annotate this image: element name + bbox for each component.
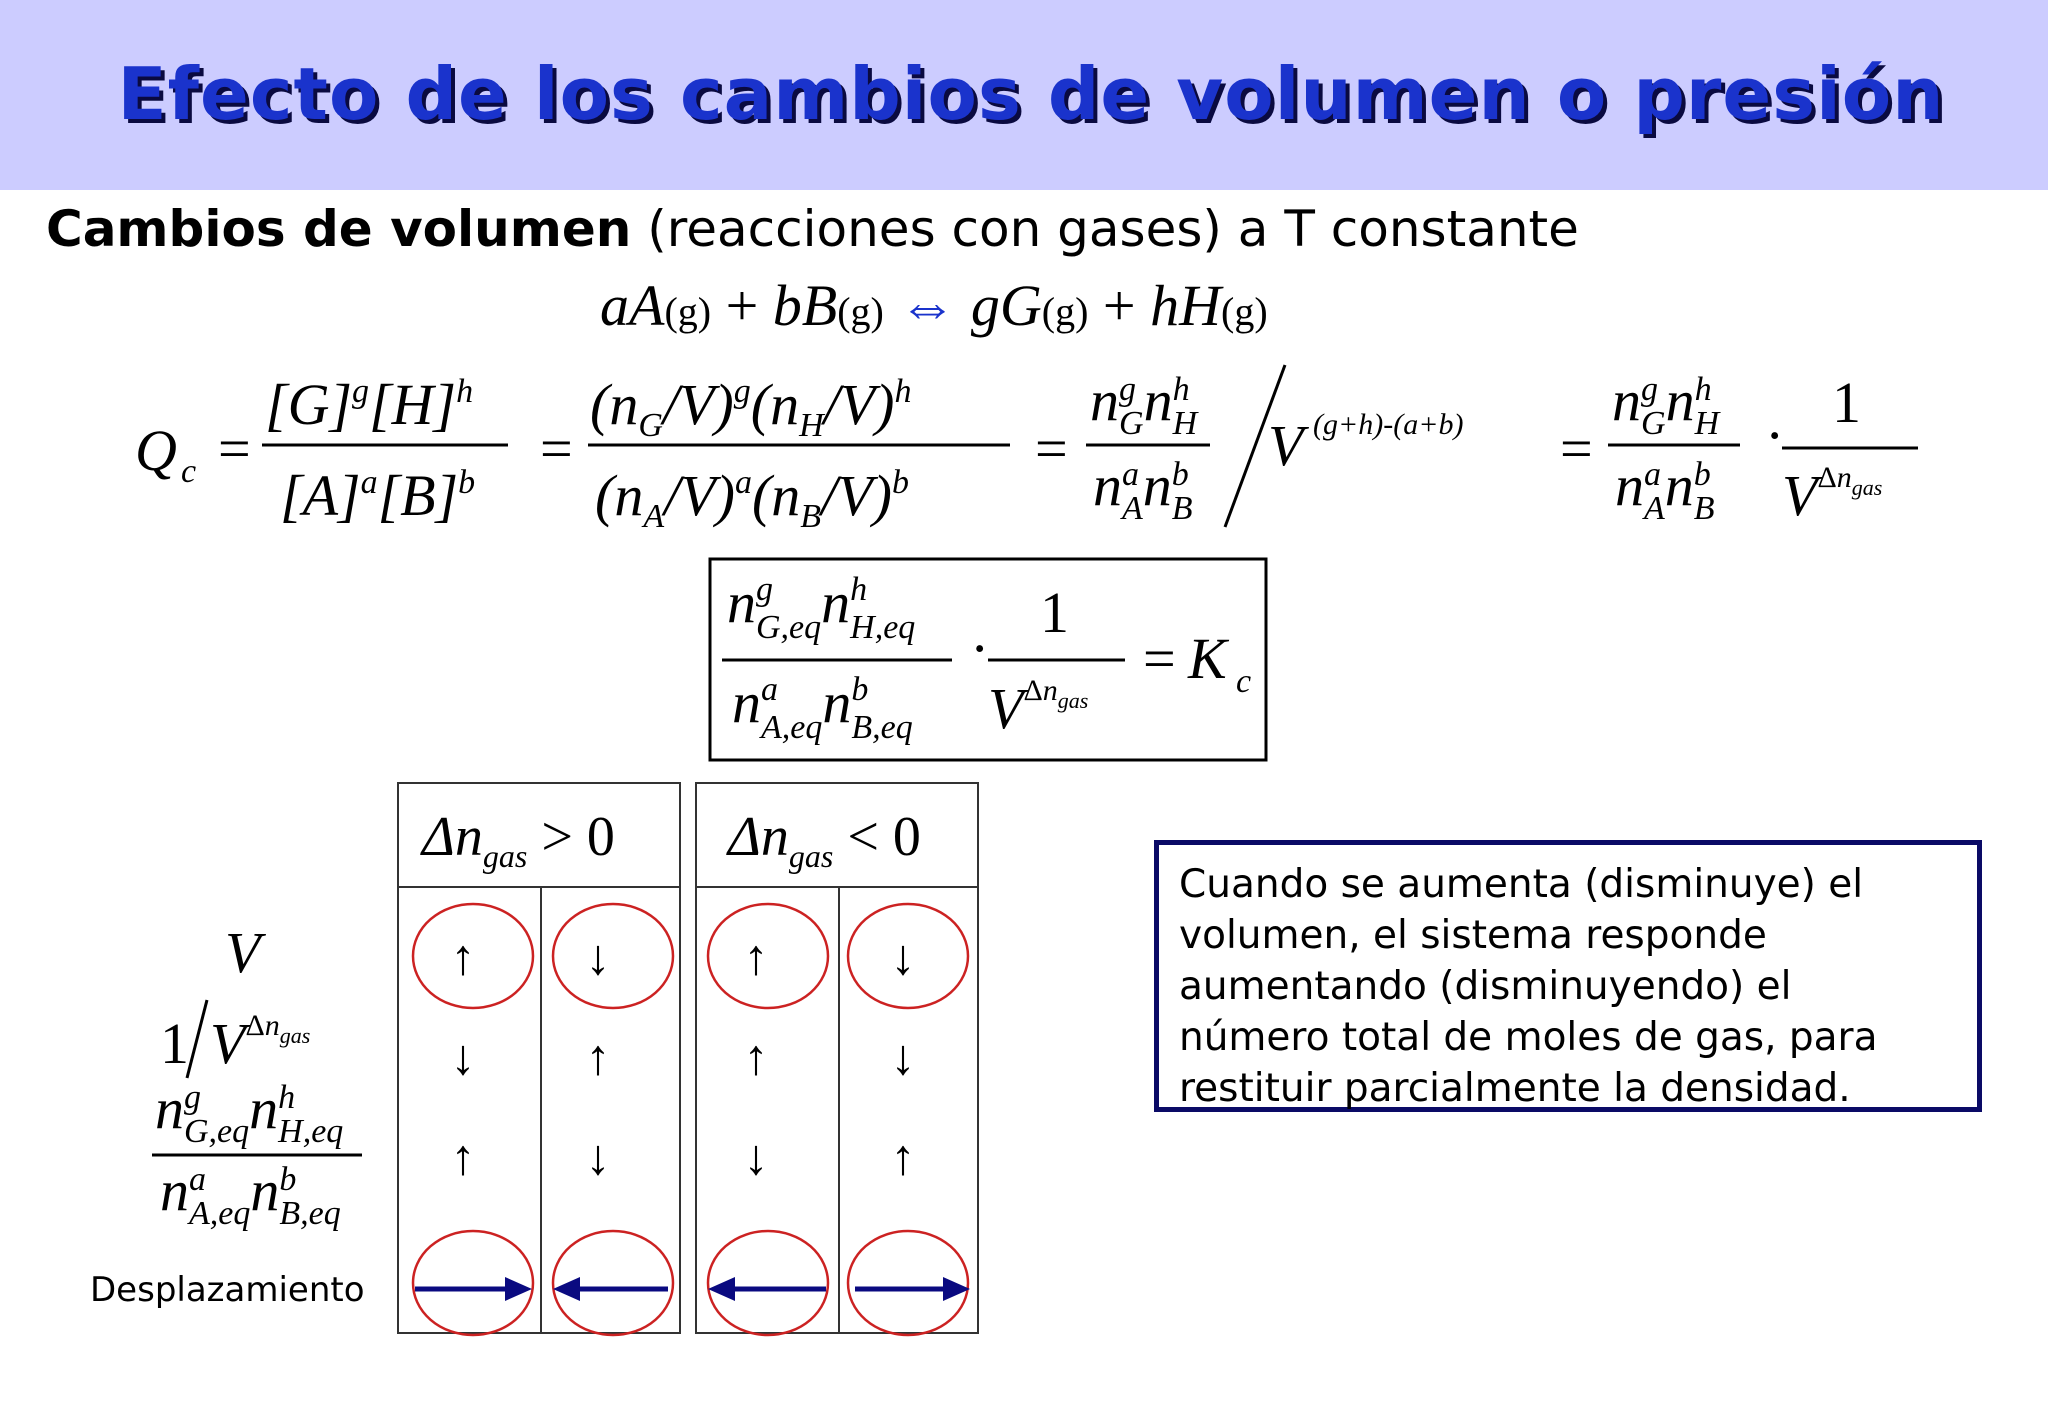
note-line: restituir parcialmente la densidad. [1179, 1066, 1851, 1111]
dot-multiply: · [1765, 403, 1785, 468]
equals-3: = [1035, 416, 1068, 481]
row-label-ratio-num: $n^g$ G,eqn$^h$ H,eq [155, 1076, 344, 1150]
header-left-op: > 0 [541, 806, 615, 868]
arrow-c4-r2: ↓ [890, 1029, 916, 1085]
header-left [420, 806, 615, 874]
shift-arrows [415, 1277, 970, 1301]
kc-one: 1 [1040, 580, 1069, 645]
shift-right-arrow-icon [415, 1277, 532, 1301]
kc-v: $V^\Delta ngas$ [988, 674, 1089, 741]
header-right-op: < 0 [847, 806, 921, 868]
arrow-c3-r3: ↓ [743, 1129, 769, 1185]
note-line: aumentando (disminuyendo) el [1179, 964, 1792, 1009]
plus-sign-2: + [1102, 273, 1136, 338]
circle-v-col2 [553, 904, 673, 1008]
header-left-sub: gas [482, 838, 528, 874]
row-label-inv-v-v: $V^\Delta ngas$ [210, 1009, 311, 1076]
note-line: Cuando se aumenta (disminuye) el [1179, 862, 1864, 907]
qc-symbol: Q [135, 418, 177, 483]
note-line: volumen, el sistema responde [1179, 913, 1767, 958]
kc-symbol: K [1188, 626, 1227, 691]
kc-equals: = [1143, 626, 1176, 691]
row-label-inv-v: 1 [160, 1011, 189, 1076]
row-labels [152, 920, 362, 1232]
product-g: gG [970, 273, 1042, 338]
cell-arrows [451, 929, 916, 1185]
highlight-circles [413, 904, 968, 1335]
row-label-v: V [225, 920, 261, 985]
frac3-denominator: $n^a$ An$^b$ B [1093, 453, 1193, 527]
plus-sign: + [725, 273, 759, 338]
frac4-numerator: $n^g$ Gn$^h$ H [1612, 368, 1720, 442]
v-exponent: (g+h)-(a+b) [1313, 408, 1464, 441]
reactant-b: bB [772, 273, 838, 338]
frac1-numerator: $[G]^g[H]^h$ [265, 372, 474, 437]
arrow-c1-r1: ↑ [450, 929, 476, 985]
equilibrium-arrow-icon: ⇔ [898, 273, 957, 338]
qc-equation [135, 365, 1918, 535]
shift-left-arrow-icon [553, 1277, 668, 1301]
phase-b: (g) [837, 289, 884, 334]
frac4-denominator: $n^a$ An$^b$ B [1615, 453, 1715, 527]
phase-a: (g) [664, 289, 712, 334]
header-left-delta: Δn [422, 806, 483, 868]
kc-dot: · [970, 616, 990, 681]
equals-2: = [540, 416, 573, 481]
reactant-a: aA [600, 273, 665, 338]
product-h: hH [1150, 273, 1222, 338]
subtitle-rest: (reacciones con gases) a T constante [631, 200, 1579, 258]
frac2-numerator: $(n_G/V)^g(n_H/V)^h$ [590, 372, 912, 444]
shift-label: Desplazamiento [90, 1270, 365, 1310]
arrow-c1-r3: ↑ [450, 1129, 476, 1185]
arrow-c3-r2: ↑ [743, 1029, 769, 1085]
arrow-c2-r2: ↑ [585, 1029, 611, 1085]
kc-numerator: $n^g$ G,eqn$^h$ H,eq [727, 570, 916, 646]
arrow-c2-r1: ↓ [585, 929, 611, 985]
frac5-numerator: 1 [1832, 370, 1861, 435]
equals-1: = [218, 416, 251, 481]
row-label-ratio-den: $n^a$ A,eqn$^b$ B,eq [160, 1158, 341, 1232]
kc-subscript: c [1236, 663, 1252, 700]
frac1-denominator: $[A]^a[B]^b$ [280, 463, 476, 528]
equals-4: = [1560, 416, 1593, 481]
arrow-c3-r1: ↑ [743, 929, 769, 985]
table-headers [420, 806, 921, 874]
phase-g: (g) [1041, 289, 1089, 334]
kc-denominator: $n^a$ A,eqn$^b$ B,eq [732, 670, 913, 746]
header-right-sub: gas [788, 838, 834, 874]
frac2-denominator: $(n_A/V)^a(n_B/V)^b$ [595, 463, 909, 535]
shift-left-arrow-icon [708, 1277, 826, 1301]
note-line: número total de moles de gas, para [1179, 1015, 1878, 1060]
header-right [726, 806, 921, 874]
frac5-denominator: $V^\Delta ngas$ [1782, 461, 1883, 528]
header-right-delta: Δn [728, 806, 789, 868]
phase-h: (g) [1221, 289, 1268, 334]
row-label-slash [187, 1000, 207, 1078]
shift-right-arrow-icon [855, 1277, 970, 1301]
page-title: Efecto de los cambios de volumen o presión [117, 52, 1945, 136]
arrow-c1-r2: ↓ [450, 1029, 476, 1085]
frac3-numerator: $n^g$ Gn$^h$ H [1090, 368, 1198, 442]
qc-subscript: c [181, 453, 197, 490]
arrow-c2-r3: ↓ [585, 1129, 611, 1185]
v-power: V [1268, 413, 1304, 478]
subtitle-bold: Cambios de volumen [46, 200, 632, 258]
note-box [1154, 840, 1982, 1112]
arrow-c4-r1: ↓ [890, 929, 916, 985]
kc-box [710, 559, 1266, 760]
arrow-c4-r3: ↑ [890, 1129, 916, 1185]
